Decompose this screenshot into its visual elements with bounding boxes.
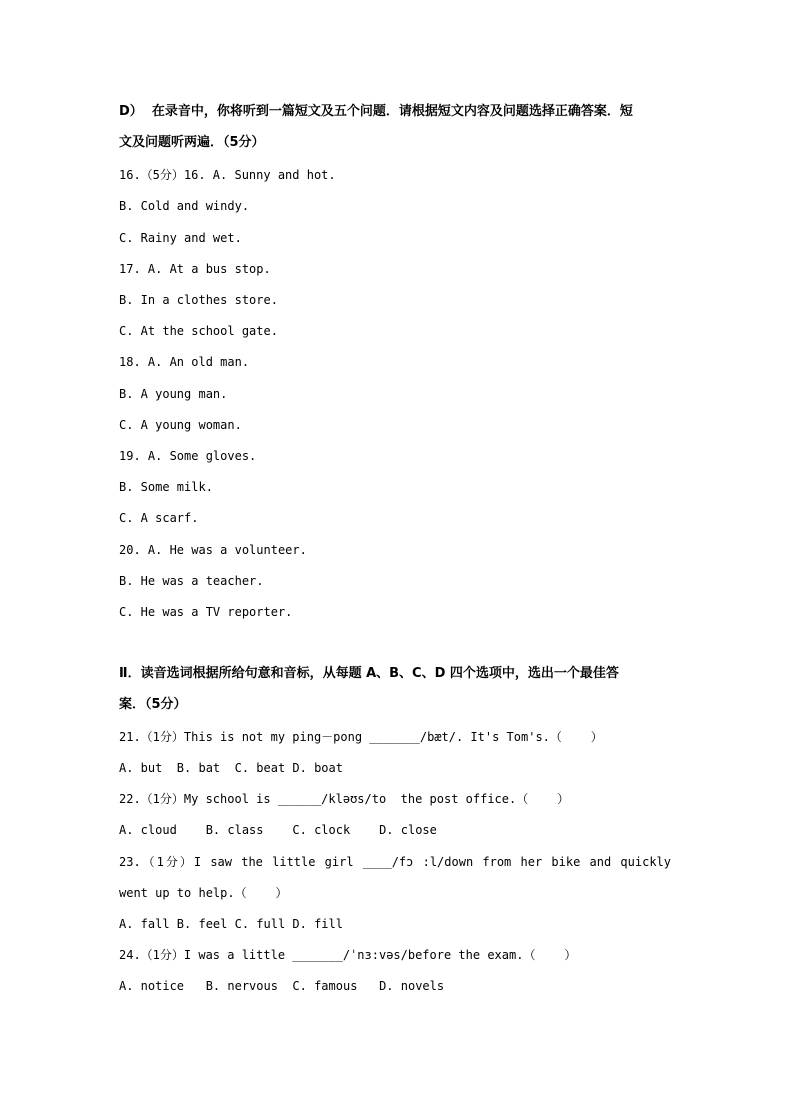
question-16: 16.（5分）16. A. Sunny and hot.	[119, 168, 336, 182]
options-23: A. fall B. feel C. full D. fill	[119, 917, 343, 931]
option-17-c: C. At the school gate.	[119, 324, 278, 338]
question-19: 19. A. Some gloves.	[119, 449, 257, 463]
option-17-b: B. In a clothes store.	[119, 293, 278, 307]
options-21: A. but B. bat C. beat D. boat	[119, 761, 343, 775]
option-19-c: C. A scarf.	[119, 511, 199, 525]
option-18-b: B. A young man.	[119, 387, 228, 401]
question-24: 24.（1分）I was a little _______/ˈnɜ:vəs/before the exam.（ ）	[119, 948, 577, 962]
question-21: 21.（1分）This is not my ping－pong _______/bæt/. It's Tom's.（ ）	[119, 730, 603, 744]
option-18-c: C. A young woman.	[119, 418, 242, 432]
option-20-c: C. He was a TV reporter.	[119, 605, 293, 619]
section-2-title-line2: 案．（5分）	[119, 697, 187, 712]
section-2-title-line1: Ⅱ．读音选词根据所给句意和音标，从每题 A、B、C、D 四个选项中，选出一个最佳答	[119, 666, 619, 681]
question-23: 23.（1分）I saw the little girl ____/fɔ :l/down from her bike and quickly	[119, 855, 671, 869]
section-d-title-line2: 文及问题听两遍．（5分）	[119, 135, 265, 150]
section-d-title-line1: D） 在录音中，你将听到一篇短文及五个问题．请根据短文内容及问题选择正确答案．短	[119, 104, 633, 119]
question-22: 22.（1分）My school is ______/kləʊs/to the post office.（ ）	[119, 792, 570, 806]
option-16-b: B. Cold and windy.	[119, 199, 250, 213]
question-23-cont: went up to help.（ ）	[119, 886, 288, 900]
options-24: A. notice B. nervous C. famous D. novels	[119, 979, 445, 993]
option-16-c: C. Rainy and wet.	[119, 231, 242, 245]
question-20: 20. A. He was a volunteer.	[119, 543, 307, 557]
question-17: 17. A. At a bus stop.	[119, 262, 271, 276]
option-19-b: B. Some milk.	[119, 480, 213, 494]
option-20-b: B. He was a teacher.	[119, 574, 264, 588]
question-18: 18. A. An old man.	[119, 355, 250, 369]
options-22: A. cloud B. class C. clock D. close	[119, 823, 437, 837]
